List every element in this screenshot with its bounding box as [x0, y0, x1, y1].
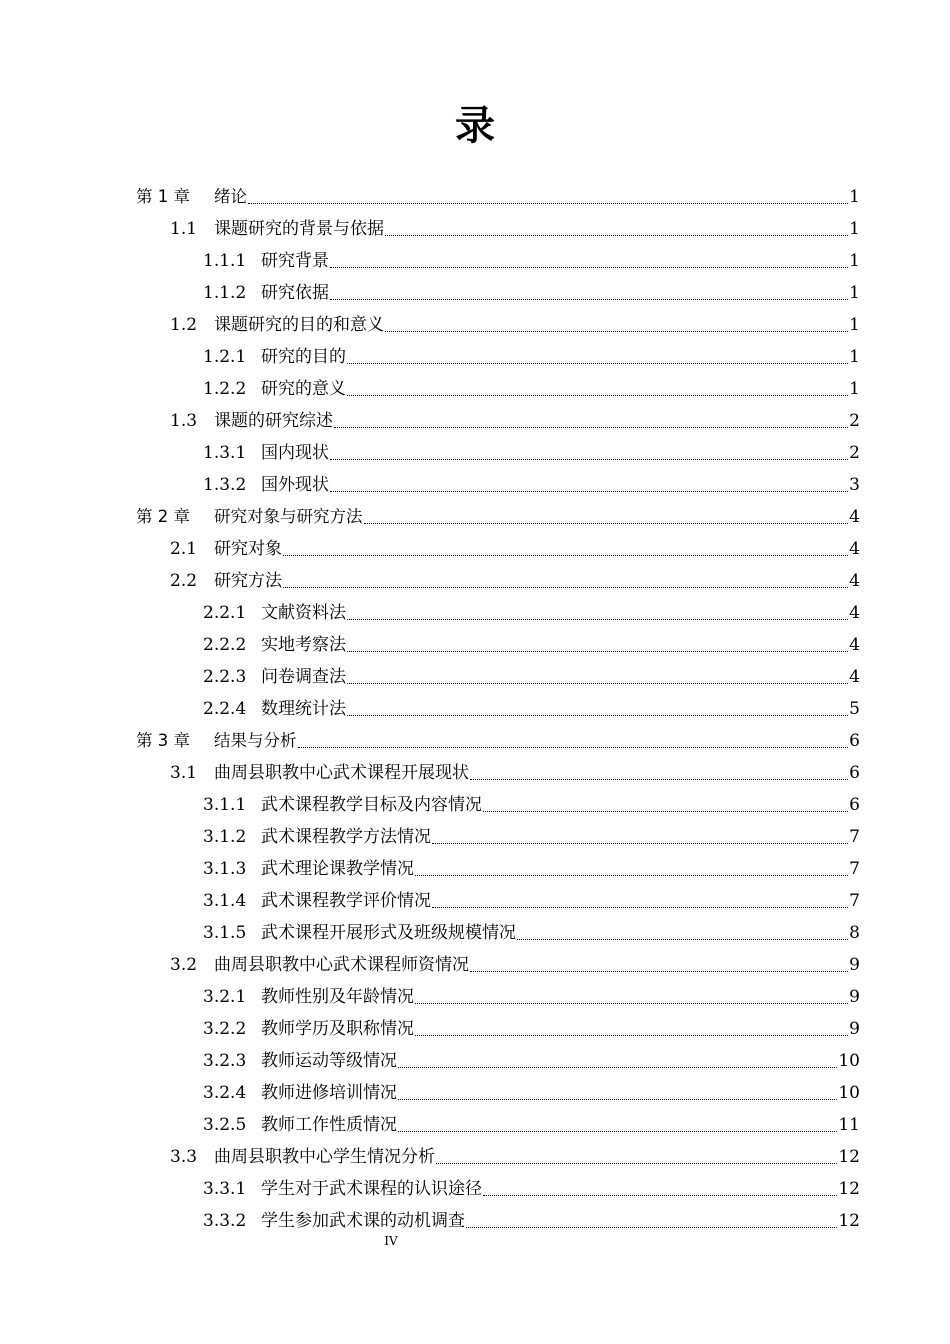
- toc-dot-leader: [415, 1002, 848, 1004]
- toc-entry-level-3[interactable]: [203, 373, 860, 405]
- toc-entry-page: 1: [849, 315, 860, 335]
- toc-dot-leader: [330, 298, 848, 300]
- toc-entry-title: 武术课程教学目标及内容情况: [261, 795, 482, 815]
- toc-entry-level-1[interactable]: [136, 181, 860, 213]
- toc-entry-level-3[interactable]: [203, 1077, 860, 1109]
- toc-entry-level-3[interactable]: [203, 437, 860, 469]
- toc-entry-page: 4: [849, 539, 860, 559]
- toc-entry-title: 武术课程教学评价情况: [261, 891, 431, 911]
- toc-entry-title: 武术课程开展形式及班级规模情况: [261, 923, 516, 943]
- toc-entry-level-3[interactable]: [203, 981, 860, 1013]
- toc-entry-page: 7: [849, 827, 860, 847]
- toc-entry-number: 3.3: [170, 1147, 198, 1167]
- toc-entry-level-3[interactable]: [203, 1173, 860, 1205]
- toc-entry-number: 3.2.3: [203, 1051, 247, 1071]
- toc-entry-number: 1.3: [170, 411, 198, 431]
- toc-entry-title: 研究的意义: [261, 379, 346, 399]
- toc-entry-number: 第 1 章: [136, 187, 190, 206]
- toc-entry-title: 研究的目的: [261, 347, 346, 367]
- page-title: 录: [455, 103, 495, 149]
- toc-entry-page: 6: [849, 731, 860, 751]
- toc-entry-page: 12: [838, 1147, 860, 1167]
- toc-entry-number: 2.2: [170, 571, 198, 591]
- toc-dot-leader: [347, 362, 848, 364]
- toc-entry-number: 第 2 章: [136, 507, 190, 526]
- toc-entry-number: 2.1: [170, 539, 198, 559]
- toc-dot-leader: [283, 554, 848, 556]
- toc-entry-number: 1.2: [170, 315, 198, 335]
- toc-entry-number: 1.3.2: [203, 475, 247, 495]
- toc-entry-page: 1: [849, 187, 860, 207]
- toc-entry-page: 9: [849, 1019, 860, 1039]
- toc-entry-title: 教师运动等级情况: [261, 1051, 397, 1071]
- toc-entry-number: 1.2.2: [203, 379, 247, 399]
- toc-entry-page: 5: [849, 699, 860, 719]
- toc-entry-title: 学生对于武术课程的认识途径: [261, 1179, 482, 1199]
- toc-entry-page: 1: [849, 379, 860, 399]
- toc-dot-leader: [398, 1098, 837, 1100]
- toc-entry-level-2[interactable]: [170, 1141, 860, 1173]
- toc-entry-level-2[interactable]: [170, 949, 860, 981]
- toc-entry-level-3[interactable]: [203, 821, 860, 853]
- toc-entry-page: 4: [849, 507, 860, 527]
- toc-entry-level-2[interactable]: [170, 213, 860, 245]
- toc-entry-level-2[interactable]: [170, 533, 860, 565]
- toc-dot-leader: [470, 970, 848, 972]
- toc-entry-title: 研究背景: [261, 251, 329, 271]
- toc-dot-leader: [385, 330, 848, 332]
- toc-entry-title: 教师进修培训情况: [261, 1083, 397, 1103]
- toc-entry-number: 1.2.1: [203, 347, 247, 367]
- toc-dot-leader: [432, 842, 848, 844]
- toc-entry-level-2[interactable]: [170, 565, 860, 597]
- toc-entry-page: 2: [849, 443, 860, 463]
- toc-dot-leader: [432, 906, 848, 908]
- toc-dot-leader: [283, 586, 848, 588]
- toc-dot-leader: [347, 714, 848, 716]
- toc-entry-page: 9: [849, 955, 860, 975]
- toc-entry-page: 11: [838, 1115, 860, 1135]
- toc-entry-number: 3.2.5: [203, 1115, 247, 1135]
- toc-entry-level-2[interactable]: [170, 757, 860, 789]
- toc-entry-page: 4: [849, 571, 860, 591]
- toc-entry-level-3[interactable]: [203, 1205, 860, 1237]
- toc-entry-level-3[interactable]: [203, 1045, 860, 1077]
- toc-dot-leader: [330, 266, 848, 268]
- toc-entry-title: 学生参加武术课的动机调查: [261, 1211, 465, 1231]
- toc-entry-level-3[interactable]: [203, 661, 860, 693]
- toc-entry-level-1[interactable]: [136, 501, 860, 533]
- toc-entry-number: 2.2.4: [203, 699, 247, 719]
- toc-entry-title: 国内现状: [261, 443, 329, 463]
- toc-entry-title: 课题研究的目的和意义: [214, 315, 384, 335]
- toc-dot-leader: [415, 874, 848, 876]
- toc-entry-page: 1: [849, 251, 860, 271]
- toc-entry-number: 3.1.4: [203, 891, 247, 911]
- toc-entry-title: 课题的研究综述: [214, 411, 333, 431]
- toc-dot-leader: [385, 234, 848, 236]
- toc-entry-number: 3.2: [170, 955, 198, 975]
- toc-dot-leader: [517, 938, 848, 940]
- toc-entry-page: 10: [838, 1051, 860, 1071]
- toc-entry-title: 实地考察法: [261, 635, 346, 655]
- toc-entry-level-1[interactable]: [136, 725, 860, 757]
- toc-dot-leader: [347, 394, 848, 396]
- toc-entry-number: 3.1: [170, 763, 198, 783]
- toc-entry-title: 研究对象: [214, 539, 282, 559]
- toc-entry-title: 绪论: [214, 187, 247, 206]
- page-number: IV: [384, 1234, 398, 1248]
- toc-entry-title: 曲周县职教中心学生情况分析: [214, 1147, 435, 1167]
- toc-dot-leader: [347, 682, 848, 684]
- toc-dot-leader: [436, 1162, 837, 1164]
- toc-entry-number: 3.2.2: [203, 1019, 247, 1039]
- toc-entry-number: 1.3.1: [203, 443, 247, 463]
- toc-entry-level-3[interactable]: [203, 469, 860, 501]
- toc-entry-number: 1.1.2: [203, 283, 247, 303]
- toc-entry-title: 武术课程教学方法情况: [261, 827, 431, 847]
- toc-dot-leader: [347, 650, 848, 652]
- toc-entry-level-3[interactable]: [203, 341, 860, 373]
- toc-entry-number: 3.2.4: [203, 1083, 247, 1103]
- toc-entry-number: 2.2.2: [203, 635, 247, 655]
- toc-entry-number: 1.1.1: [203, 251, 247, 271]
- toc-entry-level-3[interactable]: [203, 629, 860, 661]
- toc-entry-title: 曲周县职教中心武术课程师资情况: [214, 955, 469, 975]
- toc-entry-level-3[interactable]: [203, 885, 860, 917]
- toc-entry-title: 研究依据: [261, 283, 329, 303]
- toc-dot-leader: [248, 202, 848, 204]
- toc-entry-page: 6: [849, 795, 860, 815]
- toc-entry-page: 8: [849, 923, 860, 943]
- toc-dot-leader: [298, 746, 849, 748]
- toc-entry-page: 2: [849, 411, 860, 431]
- toc-dot-leader: [330, 490, 848, 492]
- toc-dot-leader: [470, 778, 848, 780]
- toc-entry-level-3[interactable]: [203, 693, 860, 725]
- toc-entry-level-3[interactable]: [203, 245, 860, 277]
- toc-entry-title: 武术理论课教学情况: [261, 859, 414, 879]
- toc-dot-leader: [347, 618, 848, 620]
- toc-dot-leader: [334, 426, 848, 428]
- toc-entry-number: 3.3.1: [203, 1179, 247, 1199]
- toc-entry-level-3[interactable]: [203, 917, 860, 949]
- toc-entry-level-3[interactable]: [203, 277, 860, 309]
- toc-entry-number: 3.1.5: [203, 923, 247, 943]
- toc-entry-level-3[interactable]: [203, 1109, 860, 1141]
- toc-entry-page: 7: [849, 859, 860, 879]
- toc-dot-leader: [398, 1066, 837, 1068]
- toc-entry-title: 教师工作性质情况: [261, 1115, 397, 1135]
- toc-entry-level-3[interactable]: [203, 789, 860, 821]
- toc-entry-page: 1: [849, 347, 860, 367]
- toc-entry-title: 教师性别及年龄情况: [261, 987, 414, 1007]
- toc-entry-title: 研究方法: [214, 571, 282, 591]
- toc-entry-title: 国外现状: [261, 475, 329, 495]
- toc-dot-leader: [466, 1226, 837, 1228]
- toc-entry-page: 1: [849, 283, 860, 303]
- toc-entry-title: 曲周县职教中心武术课程开展现状: [214, 763, 469, 783]
- toc-dot-leader: [483, 1194, 837, 1196]
- toc-entry-level-3[interactable]: [203, 853, 860, 885]
- toc-dot-leader: [330, 458, 848, 460]
- toc-entry-page: 3: [849, 475, 860, 495]
- toc-entry-page: 6: [849, 763, 860, 783]
- toc-dot-leader: [415, 1034, 848, 1036]
- toc-entry-page: 1: [849, 219, 860, 239]
- toc-entry-title: 结果与分析: [214, 731, 297, 750]
- toc-dot-leader: [398, 1130, 837, 1132]
- toc-entry-page: 9: [849, 987, 860, 1007]
- toc-entry-page: 4: [849, 635, 860, 655]
- toc-entry-number: 3.2.1: [203, 987, 247, 1007]
- toc-entry-number: 3.1.1: [203, 795, 247, 815]
- toc-entry-number: 2.2.3: [203, 667, 247, 687]
- toc-entry-number: 2.2.1: [203, 603, 247, 623]
- toc-entry-title: 教师学历及职称情况: [261, 1019, 414, 1039]
- toc-dot-leader: [483, 810, 848, 812]
- toc-entry-page: 4: [849, 603, 860, 623]
- toc-entry-page: 12: [838, 1179, 860, 1199]
- toc-entry-title: 数理统计法: [261, 699, 346, 719]
- toc-entry-page: 12: [838, 1211, 860, 1231]
- toc-entry-page: 10: [838, 1083, 860, 1103]
- toc-entry-level-2[interactable]: [170, 405, 860, 437]
- toc-entry-title: 文献资料法: [261, 603, 346, 623]
- toc-entry-number: 3.1.3: [203, 859, 247, 879]
- toc-entry-page: 4: [849, 667, 860, 687]
- toc-entry-number: 3.3.2: [203, 1211, 247, 1231]
- toc-entry-level-2[interactable]: [170, 309, 860, 341]
- toc-entry-title: 课题研究的背景与依据: [214, 219, 384, 239]
- toc-entry-number: 第 3 章: [136, 731, 190, 750]
- toc-entry-title: 问卷调查法: [261, 667, 346, 687]
- toc-entry-number: 1.1: [170, 219, 198, 239]
- toc-entry-level-3[interactable]: [203, 1013, 860, 1045]
- toc-dot-leader: [364, 522, 849, 524]
- toc-entry-level-3[interactable]: [203, 597, 860, 629]
- toc-entry-number: 3.1.2: [203, 827, 247, 847]
- toc-entry-page: 7: [849, 891, 860, 911]
- toc-entry-title: 研究对象与研究方法: [214, 507, 363, 526]
